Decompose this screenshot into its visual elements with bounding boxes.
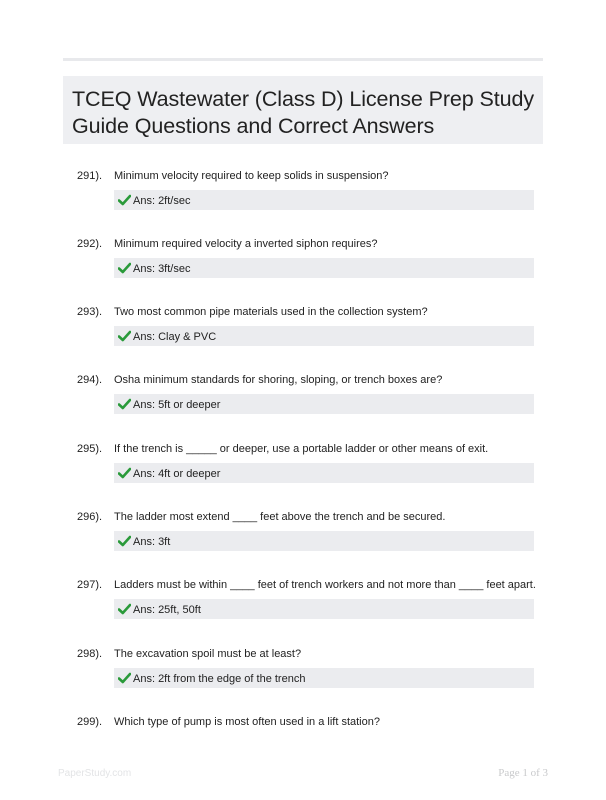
checkmark-icon: [118, 194, 131, 206]
question-text: Osha minimum standards for shoring, sloping, or trench boxes are?: [114, 374, 443, 386]
question-text: Ladders must be within ____ feet of trench workers and not more than ____ feet apart.: [114, 579, 536, 591]
question-number: 293).: [77, 306, 103, 318]
title-box: [63, 76, 543, 144]
answer-box: [114, 326, 534, 346]
answer-text: Ans: 5ft or deeper: [133, 399, 221, 411]
answer-text: Ans: Clay & PVC: [133, 331, 217, 343]
answer-box: [114, 190, 534, 210]
footer-watermark: PaperStudy.com: [58, 768, 132, 779]
checkmark-icon: [118, 398, 131, 410]
question-text: Minimum required velocity a inverted siphon requires?: [114, 238, 378, 250]
question-text: Minimum velocity required to keep solids in suspension?: [114, 170, 389, 182]
question-number: 297).: [77, 579, 103, 591]
answer-box: [114, 531, 534, 551]
question-number: 295).: [77, 443, 103, 455]
page-number: Page 1 of 3: [498, 767, 548, 779]
checkmark-icon: [118, 672, 131, 684]
question-text: Two most common pipe materials used in the collection system?: [114, 306, 428, 318]
top-rule: [63, 58, 543, 61]
answer-box: [114, 463, 534, 483]
answer-box: [114, 599, 534, 619]
answer-text: Ans: 2ft from the edge of the trench: [133, 673, 306, 685]
answer-box: [114, 668, 534, 688]
question-text: If the trench is _____ or deeper, use a portable ladder or other means of exit.: [114, 443, 489, 455]
question-number: 296).: [77, 511, 103, 523]
question-number: 292).: [77, 238, 103, 250]
checkmark-icon: [118, 603, 131, 615]
question-text: Which type of pump is most often used in a lift station?: [114, 716, 380, 728]
question-number: 299).: [77, 716, 103, 728]
question-number: 294).: [77, 374, 103, 386]
answer-text: Ans: 3ft: [133, 536, 171, 548]
question-number: 291).: [77, 170, 103, 182]
question-number: 298).: [77, 648, 103, 660]
question-text: The ladder most extend ____ feet above the trench and be secured.: [114, 511, 446, 523]
checkmark-icon: [118, 535, 131, 547]
answer-text: Ans: 3ft/sec: [133, 263, 191, 275]
checkmark-icon: [118, 330, 131, 342]
answer-text: Ans: 4ft or deeper: [133, 468, 221, 480]
answer-text: Ans: 25ft, 50ft: [133, 604, 201, 616]
checkmark-icon: [118, 467, 131, 479]
page-title: TCEQ Wastewater (Class D) License Prep Study Guide Questions and Correct Answers: [72, 87, 534, 138]
answer-text: Ans: 2ft/sec: [133, 195, 191, 207]
question-text: The excavation spoil must be at least?: [114, 648, 302, 660]
answer-box: [114, 258, 534, 278]
answer-box: [114, 394, 534, 414]
checkmark-icon: [118, 262, 131, 274]
